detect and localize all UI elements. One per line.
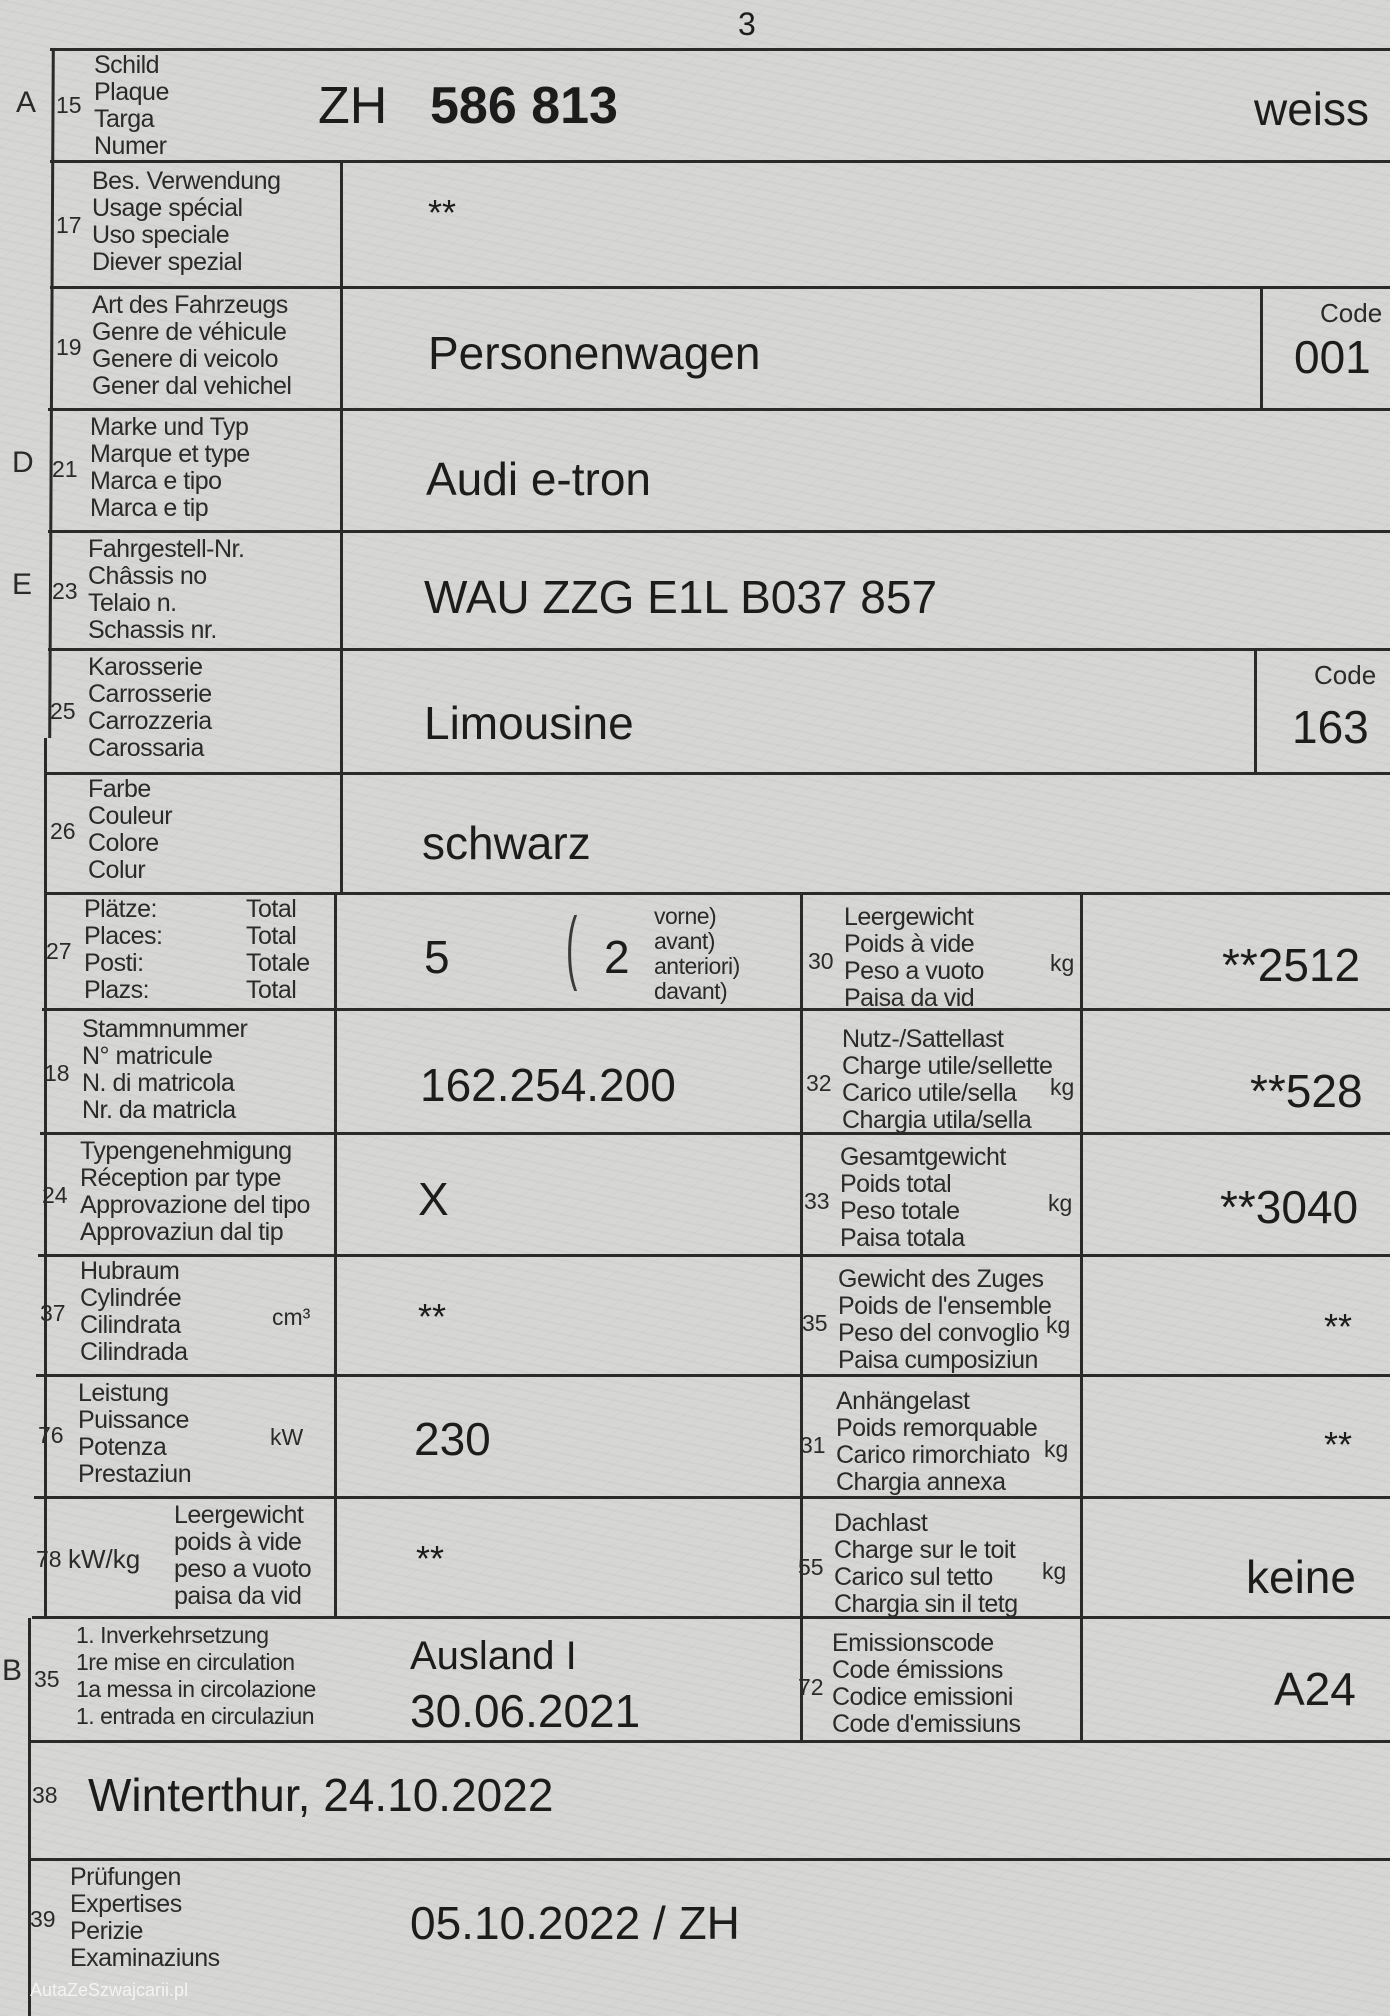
kw-kg-value: ** [416, 1538, 445, 1579]
body-code: 163 [1292, 701, 1369, 753]
side-letter-d: D [12, 446, 34, 479]
chassis-value: WAU ZZG E1L B037 857 [424, 571, 938, 623]
row-line [28, 1858, 1390, 1861]
total-weight-unit: kg [1048, 1190, 1073, 1216]
vehicle-type-value: Personenwagen [428, 327, 761, 379]
field-number: 18 [44, 1060, 70, 1086]
row-line [30, 1740, 1390, 1743]
row-line [50, 160, 1390, 163]
plate-number: 586 813 [430, 77, 618, 135]
field-number: 26 [50, 818, 76, 844]
left-border-lower [44, 738, 47, 1618]
code-box-divider [1254, 648, 1257, 772]
power-value: 230 [414, 1413, 491, 1465]
plate-labels: Schild Plaque Targa Numer [94, 51, 169, 160]
field-number: 23 [52, 578, 78, 604]
type-approval-value: X [418, 1173, 449, 1225]
emission-code-value: A24 [1274, 1663, 1356, 1715]
empty-weight-unit: kg [1050, 950, 1075, 976]
type-number-value: 162.254.200 [420, 1059, 676, 1111]
type-approval-labels: Typengenehmigung Réception par type Approvazione del tipo Approvaziun dal tip [80, 1137, 310, 1246]
empty-weight-value: **2512 [1222, 939, 1361, 991]
vehicle-type-code: 001 [1294, 331, 1371, 383]
label-divider [334, 892, 337, 1616]
first-registration-line2: 30.06.2021 [410, 1685, 641, 1737]
field-number: 55 [798, 1554, 824, 1580]
empty-weight-labels: Leergewicht Poids à vide Peso a vuoto Paisa da vid [844, 903, 984, 1012]
special-use-labels: Bes. Verwendung Usage spécial Uso speciale Diever spezial [92, 167, 281, 276]
power-unit: kW [270, 1424, 304, 1450]
row-line [38, 1254, 1390, 1257]
first-registration-line1: Ausland I [410, 1634, 577, 1678]
place-date-value: Winterthur, 24.10.2022 [88, 1769, 554, 1821]
train-weight-unit: kg [1046, 1312, 1071, 1338]
row-line [46, 772, 1390, 775]
field-number: 31 [800, 1432, 826, 1458]
type-number-labels: Stammnummer N° matricule N. di matricola Nr. da matricla [82, 1015, 248, 1124]
special-use-value: ** [428, 192, 457, 233]
power-labels: Leistung Puissance Potenza Prestaziun [78, 1379, 192, 1488]
field-number: 17 [56, 212, 82, 238]
unit-divider [1080, 892, 1083, 1740]
seats-total-labels: Total Total Totale Total [246, 895, 310, 1004]
payload-value: **528 [1250, 1065, 1363, 1117]
left-border [48, 48, 55, 738]
trailer-load-value: ** [1324, 1424, 1353, 1465]
make-type-labels: Marke und Typ Marque et type Marca e tipo Marca e tip [90, 413, 250, 522]
field-number: 72 [798, 1674, 824, 1700]
total-weight-labels: Gesamtgewicht Poids total Peso totale Paisa totala [840, 1143, 1006, 1252]
page-number: 3 [738, 6, 756, 42]
first-registration-labels: 1. Inverkehrsetzung 1re mise en circulation 1a messa in circolazione 1. entrada en circulaziun [76, 1622, 316, 1729]
row-line [48, 648, 1390, 651]
code-box-divider [1260, 286, 1263, 408]
field-number: 78 [36, 1546, 62, 1572]
kw-kg-labels: Leergewicht poids à vide peso a vuoto paisa da vid [174, 1501, 312, 1610]
field-number: 27 [46, 938, 72, 964]
field-number: 32 [806, 1070, 832, 1096]
field-number: 25 [50, 698, 76, 724]
roof-load-unit: kg [1042, 1558, 1067, 1584]
color-labels: Farbe Couleur Colore Colur [88, 775, 173, 884]
trailer-load-unit: kg [1044, 1436, 1069, 1462]
displacement-value: ** [418, 1296, 447, 1337]
displacement-unit: cm³ [272, 1304, 311, 1330]
body-value: Limousine [424, 697, 634, 749]
row-line [40, 1132, 1390, 1135]
inspections-labels: Prüfungen Expertises Perizie Examinaziuns [70, 1863, 220, 1972]
body-labels: Karosserie Carrosserie Carrozzeria Carossaria [88, 653, 212, 762]
trailer-load-labels: Anhängelast Poids remorquable Carico rimorchiato Chargia annexa [836, 1387, 1038, 1496]
row-line [32, 1616, 1390, 1619]
make-type-value: Audi e-tron [426, 453, 652, 505]
field-number: 33 [804, 1188, 830, 1214]
field-number: 21 [52, 456, 78, 482]
field-number: 37 [40, 1300, 66, 1326]
row-line [36, 1374, 1390, 1377]
side-letter-b: B [2, 1654, 23, 1687]
body-code-label: Code [1314, 660, 1377, 690]
field-number: 24 [42, 1182, 68, 1208]
seats-value: 5 [424, 931, 450, 983]
field-number: 30 [808, 948, 834, 974]
row-line [48, 408, 1390, 411]
payload-unit: kg [1050, 1074, 1075, 1100]
inspections-value: 05.10.2022 / ZH [410, 1897, 740, 1949]
side-letter-e: E [12, 568, 33, 601]
seats-front-bracket: ( [566, 902, 578, 994]
roof-load-value: keine [1246, 1551, 1356, 1603]
chassis-labels: Fahrgestell-Nr. Châssis no Telaio n. Schassis nr. [88, 535, 245, 644]
train-weight-value: ** [1324, 1306, 1353, 1347]
left-border-bottom [28, 1618, 31, 2016]
kw-kg-prefix: kW/kg [68, 1544, 141, 1574]
row-line [42, 1008, 1390, 1011]
seats-front-value: 2 [604, 931, 630, 983]
field-number: 35 [802, 1310, 828, 1336]
color-value: schwarz [422, 817, 591, 869]
payload-labels: Nutz-/Sattellast Charge utile/sellette Carico utile/sella Chargia utila/sella [842, 1025, 1053, 1134]
total-weight-value: **3040 [1220, 1181, 1359, 1233]
displacement-labels: Hubraum Cylindrée Cilindrata Cilindrada [80, 1257, 188, 1366]
seats-front-labels: vorne) avant) anteriori) davant) [654, 903, 740, 1004]
field-number: 19 [56, 334, 82, 360]
row-line [34, 1496, 1390, 1499]
watermark: AutaZeSzwajcarii.pl [30, 1980, 189, 2000]
row-line [48, 530, 1390, 533]
row-line [50, 286, 1390, 289]
emission-code-labels: Emissionscode Code émissions Codice emissioni Code d'emissiuns [832, 1629, 1021, 1738]
field-number: 38 [32, 1782, 58, 1808]
label-divider [340, 160, 343, 892]
field-number: 76 [38, 1422, 64, 1448]
train-weight-labels: Gewicht des Zuges Poids de l'ensemble Peso del convoglio Paisa cumposiziun [838, 1265, 1052, 1374]
field-number: 15 [56, 92, 82, 118]
side-letter-a: A [16, 86, 37, 119]
vehicle-type-labels: Art des Fahrzeugs Genre de véhicule Genere di veicolo Gener dal vehichel [92, 291, 292, 400]
row-line [50, 48, 1390, 51]
field-number: 39 [30, 1906, 56, 1932]
roof-load-labels: Dachlast Charge sur le toit Carico sul tetto Chargia sin il tetg [834, 1509, 1018, 1618]
vehicle-type-code-label: Code [1320, 298, 1383, 328]
plate-canton: ZH [318, 77, 388, 135]
seats-labels: Plätze: Places: Posti: Plazs: [84, 895, 163, 1004]
field-number: 35 [34, 1666, 60, 1692]
plate-color: weiss [1254, 83, 1370, 135]
